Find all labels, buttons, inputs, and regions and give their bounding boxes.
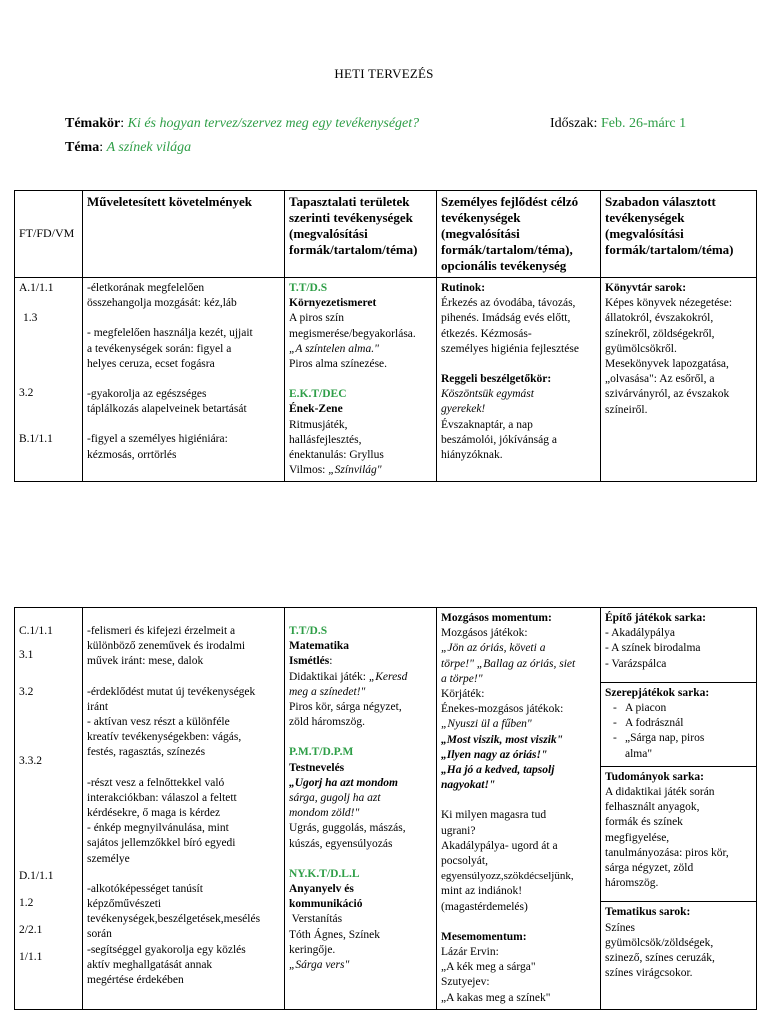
activity-line: Tóth Ágnes, Színek bbox=[289, 928, 381, 941]
code-item: A.1/1.1 bbox=[19, 282, 54, 294]
activity-line: nagyokat!" bbox=[441, 779, 496, 792]
section-title: Mozgásos momentum: bbox=[441, 612, 552, 624]
tema-line: Téma: A színek világa bbox=[65, 140, 192, 155]
activity-line: Évszaknaptár, a nap bbox=[441, 418, 533, 431]
header-requirements: Műveletesített követelmények bbox=[83, 191, 285, 278]
requirement-line: -részt vesz a felnőttekkel való bbox=[87, 776, 225, 789]
activity-line: „Ha jó a kedved, tapsolj bbox=[441, 764, 555, 777]
requirement-line: - megfelelően használja kezét, ujjait bbox=[87, 327, 253, 340]
activity-line: egyensúlyozz,szökdécseljünk, bbox=[441, 870, 574, 883]
header-experience-areas: Tapasztalati területek szerinti tevékenységek (megvalósítási formák/tartalom/téma) bbox=[285, 191, 437, 278]
activity-line: meg a színedet!" bbox=[289, 685, 366, 698]
personal-dev-cell bbox=[437, 278, 601, 482]
activity-line: szinező, színes ceruzák, bbox=[605, 952, 715, 965]
activity-line: megfigyelése, bbox=[605, 831, 670, 844]
requirement-line: -felismeri és kifejezi érzelmeit a bbox=[87, 625, 236, 637]
document-title: HETI TERVEZÉS bbox=[334, 66, 434, 81]
activity-line: állatokról, évszakokról, bbox=[605, 312, 714, 325]
activity-line: Mozgásos játékok: bbox=[441, 627, 528, 640]
activity-line: „Most viszik, most viszik" bbox=[441, 733, 564, 746]
requirement-line: festés, ragasztás, színezés bbox=[87, 746, 206, 759]
activity-line: Képes könyvek nézegetése: bbox=[605, 297, 733, 310]
personal-dev-cell bbox=[437, 608, 601, 1010]
thematic-section bbox=[601, 901, 756, 981]
requirement-line: - énkép megnyilvánulása, mint bbox=[87, 822, 229, 835]
list-item: - A fodrásznál bbox=[605, 716, 752, 731]
activity-line: gyümölcsökről. bbox=[605, 342, 677, 355]
requirement-line: aktív meghallgatását annak bbox=[87, 958, 213, 971]
code-item: B.1/1.1 bbox=[19, 432, 53, 445]
experience-cell bbox=[285, 278, 437, 482]
subject-title: Anyanyelv és bbox=[289, 883, 354, 896]
requirement-line: megértése érdekében bbox=[87, 974, 184, 987]
requirement-line: kérdésekre, ő maga is kérdez bbox=[87, 807, 221, 820]
activity-line: Akadálypálya- ugord át a bbox=[441, 839, 558, 852]
requirement-line: során bbox=[87, 928, 112, 941]
section-title: Tematikus sarok: bbox=[605, 906, 691, 919]
requirement-line: interakciókban: válaszol a feltett bbox=[87, 791, 237, 804]
table-row bbox=[15, 278, 757, 482]
list-item: - „Sárga nap, piros alma" bbox=[605, 731, 752, 761]
header-personal-development: Személyes fejlődést célzó tevékenységek (megvalósítási formák/tartalom/téma), opcionális tevékenység bbox=[437, 191, 601, 278]
header-free-choice: Szabadon választott tevékenységek (megvalósítási formák/tartalom/téma) bbox=[601, 191, 757, 278]
activity-line: személyes higiénia fejlesztése bbox=[441, 342, 579, 355]
subject-title: Testnevelés bbox=[289, 761, 345, 774]
subject-title: Ének-Zene bbox=[289, 403, 343, 416]
requirement-line: különböző zeneművek és irodalmi bbox=[87, 640, 246, 653]
activity-line: formák és színek bbox=[605, 816, 683, 829]
activity-line: gyerekek! bbox=[441, 403, 486, 416]
requirements-cell bbox=[83, 278, 285, 482]
subject-title: Környezetismeret bbox=[289, 297, 377, 310]
activity-line: Vilmos: „Színvilág" bbox=[289, 464, 382, 477]
requirement-line: -érdeklődést mutat új tevékenységek bbox=[87, 685, 256, 698]
activity-line: „Nyuszi ül a fűben" bbox=[441, 718, 532, 731]
requirement-line: táplálkozás alapelveinek betartását bbox=[87, 403, 247, 416]
requirements-cell bbox=[83, 608, 285, 1010]
activity-line: gyümölcsök/zöldségek, bbox=[605, 936, 714, 949]
activity-line: Piros kör, sárga négyzet, bbox=[289, 701, 402, 714]
code-item: 3.2 bbox=[19, 686, 34, 699]
requirement-line: helyes ceruza, ecset fogásra bbox=[87, 357, 215, 370]
section-title: Építő játékok sarka: bbox=[605, 612, 706, 624]
code-item: C.1/1.1 bbox=[19, 625, 53, 637]
list-item: - A piacon bbox=[605, 701, 752, 716]
activity-line: színes virágcsokor. bbox=[605, 967, 693, 980]
codes-cell bbox=[15, 608, 83, 1010]
activity-line: „Ilyen nagy az óriás!" bbox=[441, 748, 548, 761]
activity-line: Lázár Ervin: bbox=[441, 946, 499, 959]
activity-line: „Jön az óriás, követi a bbox=[441, 642, 546, 655]
activity-line: Piros alma színezése. bbox=[289, 358, 388, 371]
activity-line: „A kakas meg a színek" bbox=[441, 991, 551, 1004]
requirement-line: iránt bbox=[87, 700, 109, 713]
activity-line: „Ugorj ha azt mondom bbox=[289, 776, 398, 789]
activity-line: „olvasása": Az esőről, a bbox=[605, 373, 715, 386]
activity-line: étkezés. Kézmosás- bbox=[441, 327, 532, 340]
area-code: NY.K.T/D.L.L bbox=[289, 867, 360, 880]
requirement-line: tevékenységek,beszélgetések,mesélés bbox=[87, 913, 261, 926]
activity-line: A didaktikai játék során bbox=[605, 786, 715, 799]
section-title: Könyvtár sarok: bbox=[605, 282, 687, 294]
subject-title: kommunikáció bbox=[289, 898, 363, 911]
activity-line: Köszöntsük egymást bbox=[441, 388, 534, 401]
requirement-line: -figyel a személyes higiéniára: bbox=[87, 433, 228, 446]
area-code: P.M.T/D.P.M bbox=[289, 746, 354, 759]
header-codes: FT/FD/VM bbox=[15, 191, 83, 278]
activity-line: Verstanítás bbox=[289, 913, 343, 926]
activity-line: Didaktikai játék: „Keresd bbox=[289, 670, 408, 683]
idoszak-label: Időszak bbox=[550, 116, 594, 131]
roleplay-section bbox=[601, 682, 756, 762]
activity-line: A piros szín bbox=[289, 312, 344, 325]
requirement-line: összehangolja mozgását: kéz,láb bbox=[87, 297, 237, 310]
activity-line: Színes bbox=[605, 921, 636, 934]
area-code: T.T/D.S bbox=[289, 625, 328, 637]
activity-line: mint az indiánok! bbox=[441, 885, 523, 898]
activity-line: tanulmányozása: piros kör, bbox=[605, 846, 729, 859]
activity-line: „Sárga vers" bbox=[289, 959, 350, 972]
activity-line: „A kék meg a sárga" bbox=[441, 961, 536, 974]
activity-line: pihenés. Imádság evés előtt, bbox=[441, 312, 571, 325]
section-title: Reggeli beszélgetőkör: bbox=[441, 373, 552, 386]
activity-line: hallásfejlesztés, bbox=[289, 433, 362, 446]
code-item: 1.3 bbox=[23, 312, 38, 325]
activity-line: beszámolói, jókívánság a bbox=[441, 433, 557, 446]
activity-line: a törpe!" bbox=[441, 672, 483, 685]
activity-line: „A színtelen alma." bbox=[289, 342, 379, 355]
activity-line: - Akadálypálya bbox=[605, 627, 675, 640]
activity-line: Szutyejev: bbox=[441, 976, 490, 989]
science-section bbox=[601, 766, 756, 892]
activity-line: Érkezés az óvodába, távozás, bbox=[441, 297, 576, 310]
requirement-line: -segítséggel gyakorolja egy közlés bbox=[87, 943, 246, 956]
activity-line: megismerése/begyakorlása. bbox=[289, 327, 416, 340]
activity-line: Mesekönyvek lapozgatása, bbox=[605, 358, 729, 371]
idoszak-value: Feb. 26-márc 1 bbox=[600, 116, 687, 131]
temakor-label: Témakör bbox=[65, 116, 121, 131]
activity-line: sárga, gugolj ha azt bbox=[289, 792, 381, 805]
code-item: 3.2 bbox=[19, 387, 34, 400]
activity-line: törpe!" „Ballag az óriás, siet bbox=[441, 657, 576, 670]
requirement-line: -életkorának megfelelően bbox=[87, 282, 205, 294]
activity-line: színekről, zöldségekről, bbox=[605, 327, 715, 340]
requirement-line: -alkotóképességet tanúsít bbox=[87, 882, 203, 895]
activity-line: kúszás, egyensúlyozás bbox=[289, 837, 393, 850]
activity-line: Körjáték: bbox=[441, 688, 485, 701]
requirement-line: - aktívan vesz részt a különféle bbox=[87, 716, 230, 729]
activity-line: Ritmusjáték, bbox=[289, 418, 348, 431]
code-item: 2/2.1 bbox=[19, 924, 43, 937]
temakor-line: Témakör: Ki és hogyan tervez/szervez meg egy tevékenységet? bbox=[65, 116, 420, 131]
requirement-line: kézmosás, orrtörlés bbox=[87, 448, 177, 461]
requirement-line: sajátos jellemzőkkel bíró egyedi bbox=[87, 837, 236, 850]
requirement-line: a tevékenységek során: figyel a bbox=[87, 342, 232, 355]
activity-line: sárga négyzet, zöld bbox=[605, 862, 694, 875]
activity-line: keringője. bbox=[289, 943, 336, 956]
activity-line: felhasznált anyagok, bbox=[605, 801, 700, 814]
code-item: 3.1 bbox=[19, 649, 34, 662]
area-code: T.T/D.S bbox=[289, 282, 328, 294]
table-header-row bbox=[15, 191, 757, 278]
weekly-plan-table-1 bbox=[14, 190, 757, 482]
section-title: Tudományok sarka: bbox=[605, 770, 704, 783]
activity-line: háromszög. bbox=[605, 877, 659, 890]
requirement-line: -gyakorolja az egészséges bbox=[87, 388, 207, 401]
section-title: Szerepjátékok sarka: bbox=[605, 686, 710, 699]
activity-line: színeiről. bbox=[605, 403, 648, 416]
activity-line: - Varázspálca bbox=[605, 657, 667, 670]
code-item: 1.2 bbox=[19, 897, 34, 910]
codes-cell bbox=[15, 278, 83, 482]
activity-line: pocsolyát, bbox=[441, 855, 488, 868]
section-title: Rutinok: bbox=[441, 282, 486, 294]
table-row bbox=[15, 608, 757, 1010]
code-item: 1/1.1 bbox=[19, 951, 43, 964]
tema-label: Téma bbox=[65, 140, 100, 155]
activity-line: (magastérdemelés) bbox=[441, 900, 528, 913]
requirement-line: művek iránt: mese, dalok bbox=[87, 655, 204, 668]
activity-line: hiányzóknak. bbox=[441, 449, 503, 462]
activity-line: szivárványról, az évszakok bbox=[605, 388, 730, 401]
free-choice-cell bbox=[601, 278, 757, 482]
activity-line: énektanulás: Gryllus bbox=[289, 449, 384, 462]
subject-title: Matematika bbox=[289, 640, 350, 653]
activity-line: Ugrás, guggolás, mászás, bbox=[289, 822, 406, 835]
requirement-line: kreatív tevékenységekben: vágás, bbox=[87, 731, 242, 744]
area-code: E.K.T/DEC bbox=[289, 388, 347, 401]
activity-line: mondom zöld!" bbox=[289, 807, 360, 820]
subject-subtitle: Ismétlés: bbox=[289, 655, 333, 668]
requirement-line: képzőművészeti bbox=[87, 898, 162, 911]
activity-line: ugrani? bbox=[441, 824, 476, 837]
activity-line: Énekes-mozgásos játékok: bbox=[441, 703, 564, 716]
tema-value: A színek világa bbox=[106, 140, 192, 155]
code-item: D.1/1.1 bbox=[19, 869, 54, 882]
weekly-plan-table-2 bbox=[14, 607, 757, 1010]
experience-cell bbox=[285, 608, 437, 1010]
free-choice-cell bbox=[601, 608, 757, 1010]
temakor-value: Ki és hogyan tervez/szervez meg egy tevékenységet? bbox=[127, 116, 420, 131]
code-item: 3.3.2 bbox=[19, 754, 42, 767]
section-title: Mesemomentum: bbox=[441, 930, 527, 943]
activity-line: Ki milyen magasra tud bbox=[441, 809, 547, 822]
activity-line: zöld háromszög. bbox=[289, 716, 366, 729]
activity-line: - A színek birodalma bbox=[605, 642, 701, 655]
requirement-line: személye bbox=[87, 852, 130, 865]
idoszak-line: Időszak: Feb. 26-márc 1 bbox=[550, 116, 687, 131]
